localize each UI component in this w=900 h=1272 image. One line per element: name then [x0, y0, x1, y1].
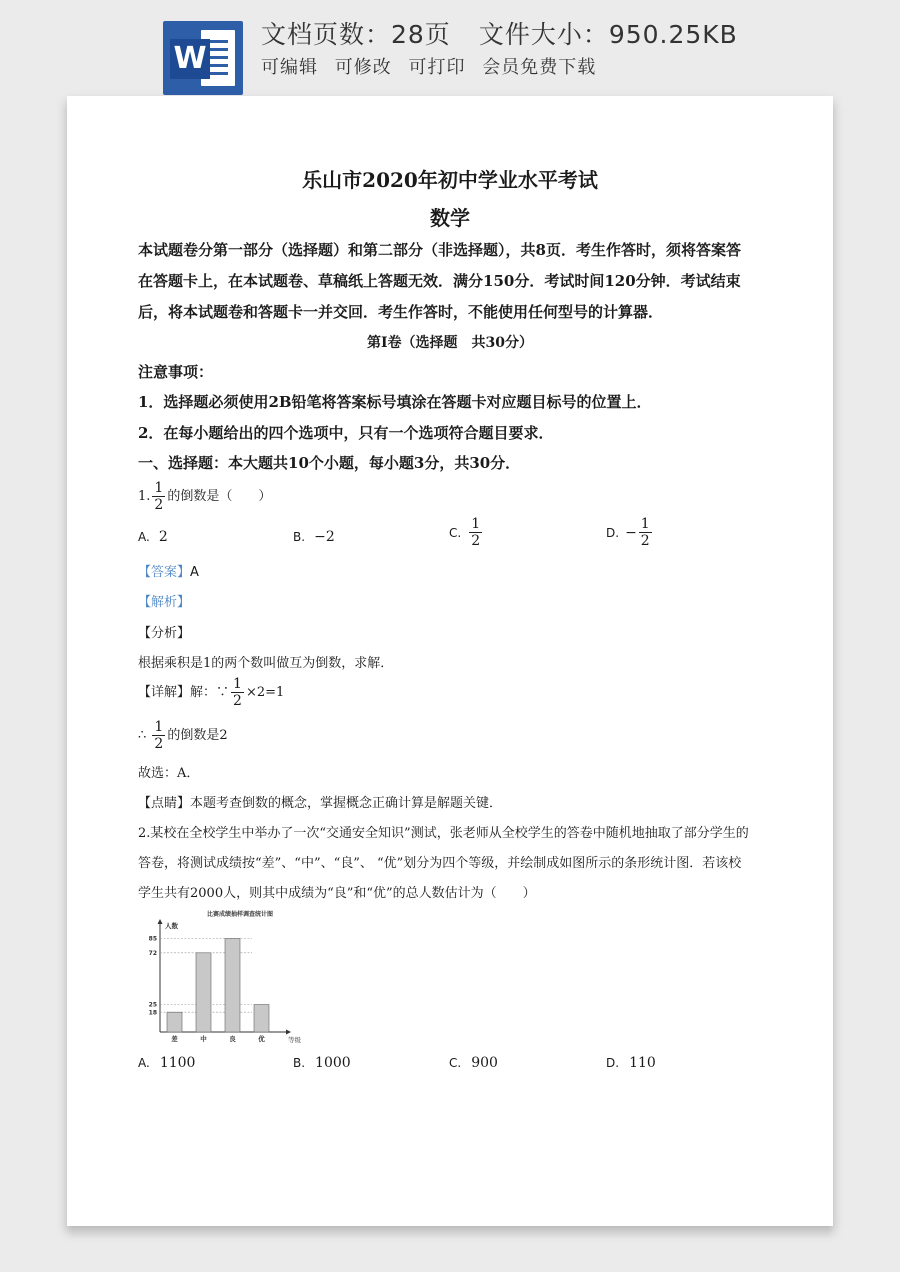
fraction: $\frac{1}{2}$ [154, 480, 164, 513]
exam-title: 乐山市2020年初中学业水平考试 [302, 168, 598, 192]
feature-list [261, 56, 606, 80]
x-tick-label: 差 [171, 1035, 178, 1043]
page-shadow [72, 1226, 828, 1240]
feature-modifiable: 可修改 [334, 57, 392, 78]
note-item: 2．在每小题给出的四个选项中，只有一个选项符合题目要求． [138, 424, 554, 442]
document-page [67, 96, 833, 1226]
q2-option-a: A. 1100 [138, 1055, 196, 1071]
q2-option-d: D. 110 [606, 1055, 656, 1071]
intro-line: 在答题卡上，在本试题卷、草稿纸上答题无效．满分150分．考试时间120分钟．考试结束 [138, 272, 741, 290]
y-tick-label: 25 [148, 1001, 157, 1009]
word-letter: W [170, 39, 210, 79]
q2-option-b: B. 1000 [293, 1055, 351, 1071]
section-heading: 一、选择题：本大题共10个小题，每小题3分，共30分． [138, 454, 521, 472]
analysis-tag: 【解析】 [138, 595, 191, 610]
feature-printable: 可打印 [408, 57, 466, 78]
x-axis-arrow [286, 1030, 291, 1035]
answer-line [138, 561, 199, 580]
x-tick-label: 良 [229, 1035, 236, 1043]
bar [167, 1012, 182, 1032]
answer-tag: 【答案】 [138, 565, 191, 580]
feature-member-download[interactable]: 会员免费下载 [482, 57, 597, 78]
option-a: A. 2 [138, 529, 168, 545]
bar [254, 1005, 269, 1033]
option-c: C. $\frac{1}{2}$ [449, 516, 481, 549]
y-tick-label: 72 [148, 950, 157, 957]
question-2-line: 答卷，将测试成绩按“差”、“中”、“良”、 “优”划分为四个等级，并绘制成如图所示的条形统计图．若该校 [138, 856, 742, 871]
x-axis-label: 等级 [288, 1036, 301, 1044]
question-number: 1. [138, 489, 151, 504]
y-axis-arrow [158, 919, 163, 924]
x-tick-label: 中 [200, 1035, 207, 1043]
intro-line: 后，将本试题卷和答题卡一并交回．考生作答时，不能使用任何型号的计算器． [138, 303, 664, 321]
detail-line: 【详解】解：∵ $\frac{1}{2}$ ×2=1 [138, 676, 285, 709]
question-2-line: 2.某校在全校学生中举办了一次“交通安全知识”测试，张老师从全校学生的答卷中随机地抽取了部分学生的 [138, 826, 749, 841]
fenxi-tag: 【分析】 [138, 626, 191, 641]
y-tick-label: 85 [148, 935, 157, 943]
bar-chart-svg [140, 908, 310, 1052]
page-count: 文档页数：28页 [261, 20, 451, 49]
file-size: 文件大小：950.25KB [478, 20, 738, 49]
question-2-line: 学生共有2000人，则其中成绩为“良”和“优”的总人数估计为（ ） [138, 886, 536, 901]
word-document-icon [163, 21, 243, 95]
bar-chart [140, 908, 310, 1052]
download-header [0, 0, 900, 96]
feature-editable: 可编辑 [261, 57, 318, 78]
option-b: B. −2 [293, 529, 335, 545]
bar [225, 939, 240, 1033]
bar [196, 953, 211, 1032]
chart-title: 比赛成绩抽样调查统计图 [206, 911, 274, 918]
x-tick-label: 优 [258, 1035, 265, 1043]
choose-line: 故选：A． [138, 766, 200, 781]
note-item: 1．选择题必须使用2B铅笔将答案标号填涂在答题卡对应题目标号的位置上． [138, 393, 652, 411]
question-1 [138, 480, 271, 513]
part-heading: 第Ⅰ卷（选择题 共30分） [366, 335, 534, 351]
q2-option-c: C. 900 [449, 1055, 498, 1071]
y-tick-label: 18 [148, 1009, 157, 1017]
question-stem: 的倒数是（ ） [167, 489, 272, 504]
notes-title: 注意事项： [138, 363, 214, 381]
fenxi-text: 根据乘积是1的两个数叫做互为倒数，求解． [138, 656, 394, 671]
y-axis-label: 人数 [165, 922, 178, 930]
intro-line: 本试题卷分第一部分（选择题）和第二部分（非选择题），共8页．考生作答时，须将答案答 [138, 241, 741, 259]
exam-subject: 数学 [430, 206, 470, 230]
comment-line: 【点睛】本题考查倒数的概念，掌握概念正确计算是解题关键． [138, 796, 503, 811]
answer-value: A [190, 565, 199, 580]
option-d: D. − $\frac{1}{2}$ [606, 516, 650, 549]
therefore-line: ∴ $\frac{1}{2}$ 的倒数是2 [138, 719, 228, 752]
